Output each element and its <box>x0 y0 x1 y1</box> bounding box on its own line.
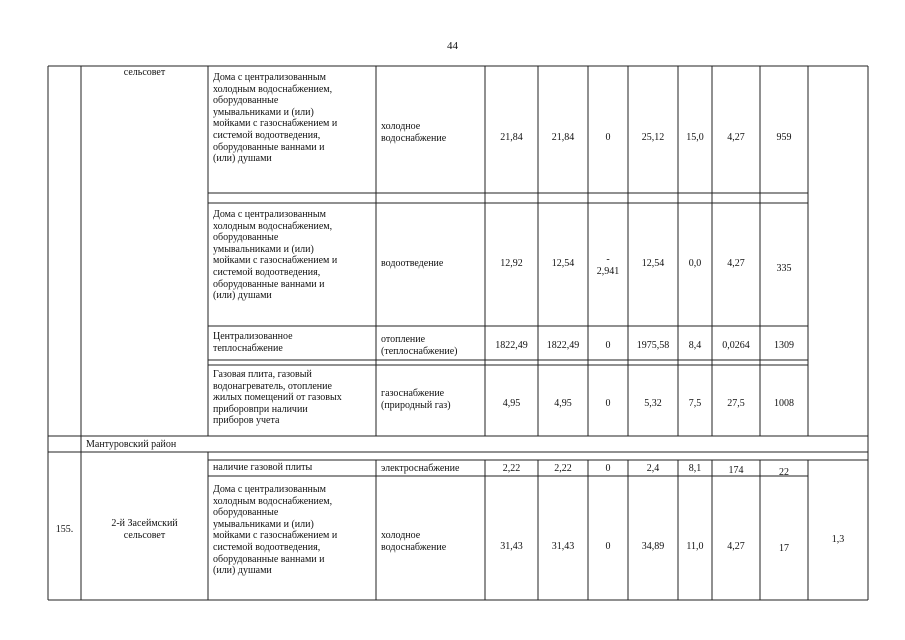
value-cell: 15,0 <box>686 132 704 143</box>
value-cell: 335 <box>776 263 792 274</box>
utility-cell: газоснабжение (природный газ) <box>381 388 451 411</box>
value-cell: 17 <box>779 543 789 554</box>
value-cell: 4,27 <box>727 541 745 552</box>
utility-cell: холодное водоснабжение <box>381 121 447 144</box>
value-cell: 21,84 <box>551 132 575 143</box>
district-label: Мантуровский район <box>86 439 177 450</box>
value-cell: 0 <box>605 398 611 409</box>
value-cell: 4,27 <box>727 132 745 143</box>
value-cell: 2,4 <box>646 463 660 474</box>
page-number: 44 <box>447 40 458 52</box>
value-cell: 22 <box>779 467 789 478</box>
value-cell: 0 <box>605 541 611 552</box>
category-cell: Дома с централизованным холодным водоснабжением, оборудованные умывальниками и (или) мойками с газоснабжением и системой водоотведения, оборудованные ваннами и (или) душами <box>213 72 338 165</box>
category-cell: Дома с централизованным холодным водоснабжением, оборудованные умывальниками и (или) мойками с газоснабжением и системой водоотведения, оборудованные ваннами и (или) душами <box>213 484 338 577</box>
value-cell: 21,84 <box>500 132 523 143</box>
utility-cell: электроснабжение <box>381 463 460 474</box>
value-cell: 31,43 <box>500 541 523 552</box>
value-cell: 0,0 <box>688 258 702 269</box>
value-cell: 27,5 <box>727 398 745 409</box>
value-cell: 1822,49 <box>495 340 528 351</box>
value-cell: 959 <box>776 132 792 143</box>
value-cell: 174 <box>728 465 744 476</box>
value-cell: - 2,941 <box>596 254 620 277</box>
value-cell: 1309 <box>774 340 794 351</box>
value-cell: 11,0 <box>686 541 704 552</box>
settlement-cell: 2-й Засеймский сельсовет <box>111 518 178 541</box>
index-cell: 1,3 <box>831 534 845 545</box>
value-cell: 4,27 <box>727 258 745 269</box>
category-cell: Газовая плита, газовый водонагреватель, отопление жилых помещений от газовых приборовпри наличии приборов учета <box>213 369 342 427</box>
value-cell: 2,22 <box>554 463 572 474</box>
value-cell: 5,32 <box>644 398 662 409</box>
entry-number: 155. <box>55 524 74 535</box>
category-cell: Централизованное теплоснабжение <box>213 331 293 354</box>
value-cell: 12,92 <box>500 258 523 269</box>
category-cell: наличие газовой плиты <box>213 462 313 473</box>
utility-cell: водоотведение <box>381 258 444 269</box>
value-cell: 4,95 <box>554 398 572 409</box>
value-cell: 1008 <box>774 398 794 409</box>
value-cell: 0 <box>605 340 611 351</box>
value-cell: 1975,58 <box>636 340 670 351</box>
value-cell: 0 <box>605 463 611 474</box>
utility-cell: отопление (теплоснабжение) <box>381 334 458 357</box>
category-cell: Дома с централизованным холодным водоснабжением, оборудованные умывальниками и (или) мойками с газоснабжением и системой водоотведения, оборудованные ваннами и (или) душами <box>213 209 338 302</box>
value-cell: 1822,49 <box>546 340 580 351</box>
utility-cell: холодное водоснабжение <box>381 530 447 553</box>
value-cell: 4,95 <box>502 398 521 409</box>
value-cell: 0 <box>605 132 611 143</box>
value-cell: 8,4 <box>688 340 702 351</box>
value-cell: 34,89 <box>641 541 665 552</box>
settlement-cell: сельсовет <box>123 67 166 78</box>
value-cell: 12,54 <box>551 258 575 269</box>
value-cell: 12,54 <box>641 258 665 269</box>
value-cell: 7,5 <box>688 398 702 409</box>
value-cell: 8,1 <box>688 463 702 474</box>
value-cell: 0,0264 <box>722 340 750 351</box>
value-cell: 31,43 <box>551 541 575 552</box>
value-cell: 25,12 <box>641 132 665 143</box>
value-cell: 2,22 <box>502 463 521 474</box>
